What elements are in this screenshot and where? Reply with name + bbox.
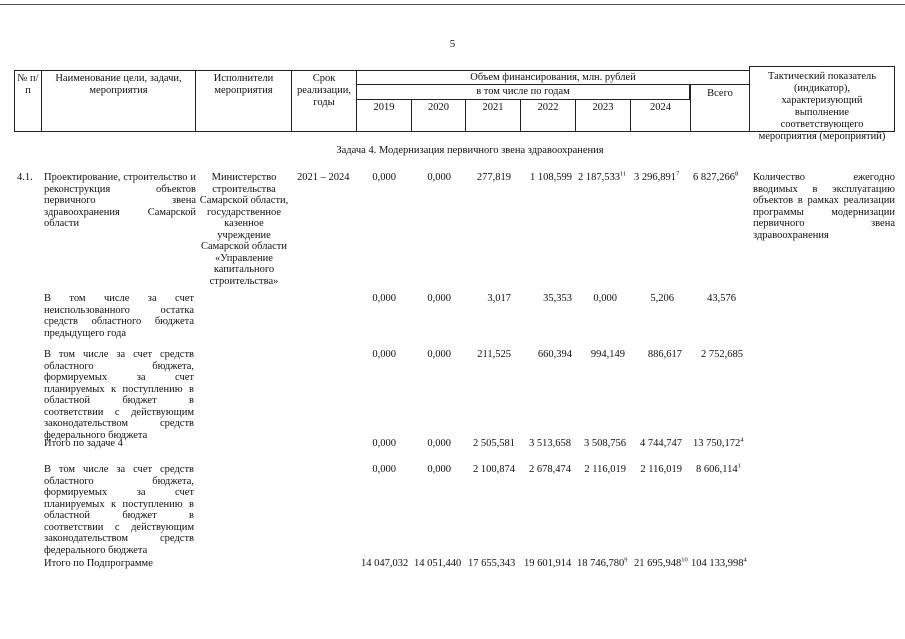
value-2019: 0,000	[372, 438, 396, 449]
header-volume: Объем финансирования, млн. рублей	[356, 70, 750, 85]
value-2019: 0,000	[372, 293, 396, 304]
value-total: 13 750,172$^4$	[693, 436, 744, 449]
row-name: Итого по Подпрограмме	[44, 558, 153, 569]
value-2023: 18 746,780$^9$	[577, 556, 628, 569]
value-2019: 0,000	[372, 349, 396, 360]
value-2020: 0,000	[427, 464, 451, 475]
header-year-2022: 2022	[520, 99, 576, 132]
row-name: В том числе за счет средств областного бюджета, формируемых за счет планируемых к поступлению в областной бюджет в соответствии с действующим законодательством средств федерального бюджета	[44, 464, 194, 556]
header-executors: Исполнители мероприятия	[195, 70, 292, 132]
row-name: В том числе за счет неиспользованного остатка средств областного бюджета предыдущего года	[44, 293, 194, 339]
value-2023: 0,000	[593, 293, 617, 304]
value-2019: 0,000	[372, 172, 396, 183]
task-title: Задача 4. Модернизация первичного звена здравоохранения	[336, 145, 604, 156]
header-year-2020: 2020	[411, 99, 466, 132]
value-2022: 19 601,914	[524, 558, 572, 569]
value-2019: 14 047,032	[361, 558, 409, 569]
value-2024: 5,206	[650, 293, 674, 304]
value-2020: 0,000	[427, 349, 451, 360]
value-2022: 1 108,599	[530, 172, 572, 183]
row-indicator: Количество ежегодно вводимых в эксплуатацию объектов в рамках реализации программы модернизации первичного звена здравоохранения	[753, 172, 895, 241]
value-2021: 277,819	[476, 172, 511, 183]
value-2024: 2 116,019	[640, 464, 682, 475]
value-total: 104 133,998$^4$	[691, 556, 747, 569]
value-2020: 14 051,440	[414, 558, 462, 569]
value-2022: 35,353	[543, 293, 572, 304]
row-name: В том числе за счет средств областного бюджета, формируемых за счет планируемых к поступлению в областной бюджет в соответствии с действующим законодательством средств федерального бюджета	[44, 349, 194, 441]
value-2023: 3 508,756	[584, 438, 626, 449]
header-name: Наименование цели, задачи, мероприятия	[41, 70, 196, 132]
top-border-line	[0, 4, 905, 5]
value-2021: 2 100,874	[473, 464, 515, 475]
value-2020: 0,000	[427, 172, 451, 183]
header-num: № п/п	[14, 70, 42, 132]
value-2021: 3,017	[487, 293, 511, 304]
header-total: Всего	[690, 84, 750, 132]
header-term: Срок реализации, годы	[291, 70, 357, 132]
value-2024: 4 744,747	[640, 438, 682, 449]
value-2021: 211,525	[477, 349, 511, 360]
header-year-2024: 2024	[630, 99, 691, 132]
value-2024: 886,617	[647, 349, 682, 360]
page-number: 5	[449, 38, 456, 50]
value-2023: 2 116,019	[584, 464, 626, 475]
value-total: 43,576	[707, 293, 736, 304]
value-2020: 0,000	[427, 293, 451, 304]
row-name: Итого по задаче 4	[44, 438, 123, 449]
value-2022: 660,394	[537, 349, 572, 360]
header-year-2023: 2023	[575, 99, 631, 132]
row-term: 2021 – 2024	[297, 172, 350, 183]
value-2022: 3 513,658	[529, 438, 571, 449]
value-2023: 994,149	[590, 349, 625, 360]
row-executor: Министерство строительства Самарской области, государственное казенное учреждение Самарской области «Управление капитального строительства»	[199, 172, 289, 287]
header-year-2019: 2019	[356, 99, 412, 132]
value-total: 6 827,266$^8$	[693, 170, 739, 183]
value-2024: 21 695,948$^{10}$	[634, 556, 688, 569]
value-2019: 0,000	[372, 464, 396, 475]
value-2023: 2 187,533$^{11}$	[578, 170, 627, 183]
header-indicator: Тактический показатель (индикатор), характеризующий выполнение соответствующего мероприятия (мероприятий)	[749, 66, 895, 132]
value-total: 2 752,685	[701, 349, 743, 360]
value-2021: 2 505,581	[473, 438, 515, 449]
header-by-years: в том числе по годам	[356, 84, 690, 100]
value-2022: 2 678,474	[529, 464, 571, 475]
value-total: 8 606,114$^1$	[696, 462, 741, 475]
row-name: Проектирование, строительство и реконструкция объектов первичного звена здравоохранения Самарской области	[44, 172, 196, 229]
row-number: 4.1.	[17, 172, 33, 183]
value-2020: 0,000	[427, 438, 451, 449]
value-2021: 17 655,343	[468, 558, 516, 569]
header-year-2021: 2021	[465, 99, 521, 132]
value-2024: 3 296,891$^7$	[634, 170, 680, 183]
